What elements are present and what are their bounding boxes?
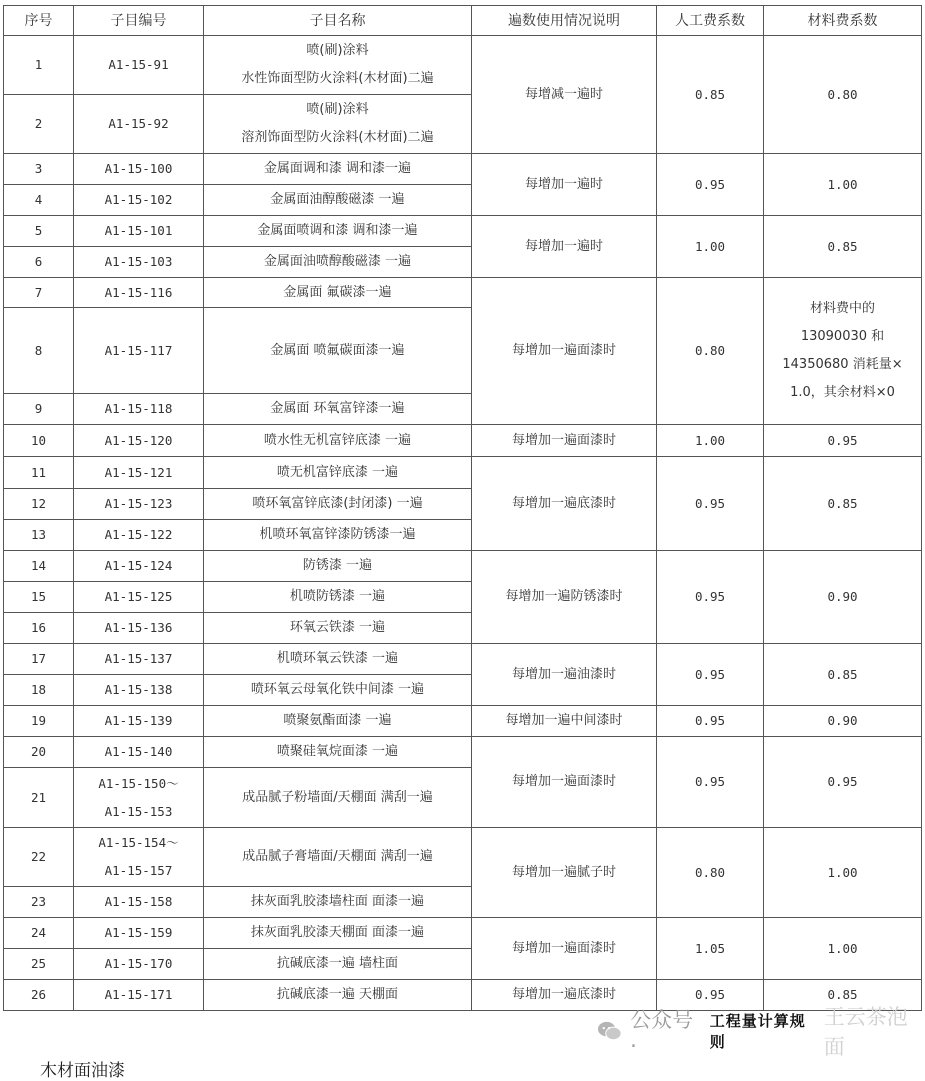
cell-seq: 1: [4, 36, 74, 95]
cell-seq: 13: [4, 520, 74, 551]
cell-name: [204, 828, 472, 887]
cell-code: [74, 394, 204, 425]
table-row: [4, 36, 922, 95]
cell-labor-coef: 0.95: [657, 154, 764, 216]
cell-usage: 每增加一遍中间漆时: [472, 706, 657, 737]
cell-name: [204, 394, 472, 425]
cell-name: [204, 216, 472, 247]
cell-code-line: A1-15-116: [104, 284, 173, 300]
cell-usage: 每增加一遍时: [472, 154, 657, 216]
table-row: [4, 737, 922, 768]
cell-seq: 5: [4, 216, 74, 247]
cell-seq: 18: [4, 675, 74, 706]
cell-code-line: A1-15-171: [104, 987, 173, 1002]
cell-material-coef: [764, 425, 922, 457]
cell-name: [204, 918, 472, 949]
cell-usage: 每增加一遍腻子时: [472, 828, 657, 918]
cell-labor-coef: 0.85: [657, 36, 764, 154]
cell-usage: 每增加一遍底漆时: [472, 980, 657, 1011]
cell-seq: 11: [4, 457, 74, 489]
cell-name: [204, 36, 472, 95]
cell-name-line: 金属面油喷醇酸磁漆 一遍: [263, 254, 412, 269]
cell-seq: 21: [4, 768, 74, 828]
cell-labor-coef: 1.00: [657, 216, 764, 278]
cell-name-line: 抗碱底漆一遍 天棚面: [276, 987, 399, 1002]
cell-name-line: 喷(刷)涂料: [306, 102, 369, 117]
cell-seq: 8: [4, 308, 74, 394]
cell-code: [74, 582, 204, 613]
cell-labor-coef: 0.95: [657, 737, 764, 828]
watermark-account: 工程量计算规则: [709, 1012, 806, 1051]
cell-code-line: A1-15-102: [104, 192, 173, 207]
cell-name: [204, 489, 472, 520]
cell-code-line: A1-15-159: [104, 925, 173, 940]
cell-code: [74, 887, 204, 918]
cell-code: [74, 918, 204, 949]
cell-code-line: A1-15-153: [104, 803, 173, 819]
cell-name-line: 金属面调和漆 调和漆一遍: [263, 161, 412, 176]
cell-name: [204, 980, 472, 1011]
cell-material-coef-line: 1.00: [827, 940, 858, 956]
cell-material-coef-line: 0.90: [827, 589, 858, 604]
cell-material-coef: [764, 828, 922, 918]
cell-code-line: A1-15-120: [104, 432, 173, 448]
cell-name: [204, 949, 472, 980]
cell-material-coef: [764, 918, 922, 980]
cell-code-line: A1-15-124: [104, 558, 173, 573]
cell-code: [74, 768, 204, 828]
section-heading-partial: 木材面油漆: [40, 1061, 125, 1081]
cell-code: [74, 185, 204, 216]
cell-usage: 每增加一遍面漆时: [472, 425, 657, 457]
cell-name-line: 喷环氧云母氧化铁中间漆 一遍: [250, 682, 425, 697]
cell-name-line: 水性饰面型防火涂料(木材面)二遍: [241, 71, 434, 86]
cell-code: [74, 247, 204, 278]
cell-code: [74, 457, 204, 489]
cell-code-line: A1-15-122: [104, 527, 173, 542]
cell-material-coef: [764, 644, 922, 706]
cell-name-line: 金属面油醇酸磁漆 一遍: [270, 192, 405, 207]
cell-material-coef: [764, 36, 922, 154]
cell-name: [204, 185, 472, 216]
cell-name: [204, 457, 472, 489]
coefficient-table: [3, 5, 922, 1011]
cell-name: [204, 551, 472, 582]
cell-material-coef: [764, 706, 922, 737]
header-row: [4, 6, 922, 36]
cell-material-coef-line: 1.00: [827, 176, 858, 192]
table-row: [4, 644, 922, 675]
cell-code-line: A1-15-121: [104, 464, 173, 480]
table-row: [4, 980, 922, 1011]
cell-code: [74, 95, 204, 154]
cell-material-coef-line: 0.95: [827, 774, 858, 789]
cell-name: [204, 613, 472, 644]
cell-name-line: 喷水性无机富锌底漆 一遍: [263, 432, 412, 448]
cell-name-line: 机喷环氧云铁漆 一遍: [276, 651, 399, 666]
cell-seq: 17: [4, 644, 74, 675]
cell-seq: 12: [4, 489, 74, 520]
cell-material-coef: [764, 216, 922, 278]
header-code: 子目编号: [74, 6, 204, 36]
watermark-prefix: 公众号 ·: [630, 1008, 694, 1058]
cell-material-coef-line: 材料费中的: [809, 301, 875, 316]
table-row: [4, 425, 922, 457]
cell-labor-coef: 1.05: [657, 918, 764, 980]
cell-seq: 20: [4, 737, 74, 768]
cell-name-line: 环氧云铁漆 一遍: [289, 620, 386, 635]
cell-material-coef-line: 0.85: [827, 987, 858, 1002]
table-row: [4, 918, 922, 949]
cell-labor-coef: 0.95: [657, 551, 764, 644]
cell-name-line: 溶剂饰面型防火涂料(木材面)二遍: [241, 130, 434, 145]
cell-usage: 每增加一遍面漆时: [472, 737, 657, 828]
cell-name-line: 金属面 喷氟碳面漆一遍: [270, 342, 405, 358]
cell-material-coef-line: 0.85: [827, 238, 858, 254]
cell-code: [74, 828, 204, 887]
cell-name-line: 喷聚氨酯面漆 一遍: [283, 713, 392, 728]
cell-code-line: A1-15-136: [104, 620, 173, 635]
cell-code: [74, 706, 204, 737]
cell-name-line: 机喷防锈漆 一遍: [289, 589, 386, 604]
cell-name: [204, 247, 472, 278]
cell-code-line: A1-15-137: [104, 651, 173, 666]
cell-usage: 每增加一遍面漆时: [472, 918, 657, 980]
cell-name: [204, 95, 472, 154]
cell-code-line: A1-15-125: [104, 589, 173, 604]
cell-code-line: A1-15-117: [104, 342, 173, 358]
cell-code-line: A1-15-92: [108, 116, 169, 131]
cell-name-line: 喷环氧富锌底漆(封闭漆) 一遍: [252, 496, 423, 511]
cell-material-coef-line: 0.85: [827, 495, 858, 511]
cell-name-line: 成品腻子膏墙面/天棚面 满刮一遍: [242, 849, 433, 864]
cell-labor-coef: 0.80: [657, 828, 764, 918]
cell-material-coef: [764, 154, 922, 216]
cell-labor-coef: 0.95: [657, 644, 764, 706]
header-labor: 人工费系数: [657, 6, 764, 36]
cell-name-line: 成品腻子粉墙面/天棚面 满刮一遍: [242, 789, 433, 805]
cell-seq: 24: [4, 918, 74, 949]
cell-usage: 每增加一遍油漆时: [472, 644, 657, 706]
cell-code: [74, 278, 204, 308]
cell-code-line: A1-15-139: [104, 713, 173, 728]
cell-code: [74, 489, 204, 520]
cell-usage: 每增加一遍时: [472, 216, 657, 278]
cell-name-line: 防锈漆 一遍: [302, 558, 373, 573]
cell-seq: 23: [4, 887, 74, 918]
cell-labor-coef: 0.95: [657, 706, 764, 737]
header-name: 子目名称: [204, 6, 472, 36]
cell-name-line: 喷无机富锌底漆 一遍: [276, 464, 399, 480]
cell-code: [74, 520, 204, 551]
cell-name: [204, 768, 472, 828]
wechat-icon: [597, 1020, 622, 1042]
cell-code: [74, 675, 204, 706]
cell-code: [74, 644, 204, 675]
header-seq: 序号: [4, 6, 74, 36]
cell-seq: 2: [4, 95, 74, 154]
cell-material-coef-line: 14350680 消耗量×: [782, 357, 903, 372]
cell-code: [74, 36, 204, 95]
cell-code: [74, 737, 204, 768]
cell-material-coef-line: 13090030 和: [800, 329, 885, 344]
cell-name-line: 抗碱底漆一遍 墙柱面: [276, 956, 399, 971]
cell-material-coef: [764, 737, 922, 828]
cell-seq: 6: [4, 247, 74, 278]
cell-labor-coef: 0.80: [657, 278, 764, 425]
cell-code: [74, 308, 204, 394]
table-row: [4, 457, 922, 489]
cell-name: [204, 308, 472, 394]
table-row: [4, 216, 922, 247]
cell-seq: 3: [4, 154, 74, 185]
cell-material-coef: [764, 278, 922, 425]
cell-usage: 每增加一遍底漆时: [472, 457, 657, 551]
cell-name: [204, 425, 472, 457]
cell-code: [74, 980, 204, 1011]
cell-code-line: A1-15-103: [104, 254, 173, 269]
cell-material-coef-line: 0.95: [827, 432, 858, 448]
cell-seq: 4: [4, 185, 74, 216]
cell-name-line: 金属面 环氧富锌漆一遍: [270, 401, 405, 416]
cell-code-line: A1-15-100: [104, 161, 173, 176]
cell-code: [74, 154, 204, 185]
cell-code: [74, 613, 204, 644]
watermark-faded: 王云茶泡面: [823, 1005, 908, 1059]
cell-code-line: A1-15-170: [104, 956, 173, 971]
cell-name: [204, 644, 472, 675]
cell-seq: 19: [4, 706, 74, 737]
cell-material-coef-line: 1.0，其余材料×0: [790, 385, 895, 400]
cell-name-line: 抹灰面乳胶漆墙柱面 面漆一遍: [250, 894, 425, 909]
cell-code-line: A1-15-123: [104, 496, 173, 511]
cell-usage: 每增减一遍时: [472, 36, 657, 154]
cell-name-line: 喷聚硅氧烷面漆 一遍: [276, 744, 399, 759]
cell-code-line: A1-15-118: [104, 401, 173, 416]
cell-name: [204, 887, 472, 918]
cell-code-line: A1-15-91: [108, 57, 169, 72]
table-row: [4, 154, 922, 185]
cell-name-line: 抹灰面乳胶漆天棚面 面漆一遍: [250, 925, 425, 940]
cell-material-coef: [764, 457, 922, 551]
cell-name-line: 喷(刷)涂料: [306, 43, 369, 58]
cell-material-coef: [764, 551, 922, 644]
cell-usage: 每增加一遍防锈漆时: [472, 551, 657, 644]
cell-code: [74, 216, 204, 247]
cell-material-coef-line: 0.80: [827, 86, 858, 102]
cell-labor-coef: 0.95: [657, 457, 764, 551]
cell-usage: 每增加一遍面漆时: [472, 278, 657, 425]
cell-seq: 16: [4, 613, 74, 644]
cell-seq: 7: [4, 278, 74, 308]
cell-name: [204, 154, 472, 185]
cell-code-line: A1-15-140: [104, 744, 173, 759]
watermark: [597, 1005, 925, 1059]
cell-code: [74, 425, 204, 457]
table-row: [4, 706, 922, 737]
cell-name: [204, 278, 472, 308]
cell-name: [204, 520, 472, 551]
cell-seq: 22: [4, 828, 74, 887]
cell-code: [74, 949, 204, 980]
header-usage: 遍数使用情况说明: [472, 6, 657, 36]
cell-labor-coef: 0.95: [657, 980, 764, 1011]
cell-material-coef-line: 1.00: [827, 864, 858, 880]
table-row: [4, 828, 922, 887]
cell-code: [74, 551, 204, 582]
cell-name-line: 金属面 氟碳漆一遍: [283, 284, 392, 300]
table-row: [4, 551, 922, 582]
cell-code-line: A1-15-154～: [98, 835, 179, 850]
cell-name-line: 机喷环氧富锌漆防锈漆一遍: [259, 527, 416, 542]
cell-name: [204, 706, 472, 737]
cell-seq: 26: [4, 980, 74, 1011]
cell-seq: 14: [4, 551, 74, 582]
cell-name: [204, 675, 472, 706]
cell-material-coef-line: 0.85: [827, 666, 858, 682]
header-material: 材料费系数: [764, 6, 922, 36]
cell-seq: 10: [4, 425, 74, 457]
cell-seq: 15: [4, 582, 74, 613]
cell-material-coef-line: 0.90: [827, 713, 858, 728]
cell-seq: 9: [4, 394, 74, 425]
cell-seq: 25: [4, 949, 74, 980]
table-row: [4, 278, 922, 308]
cell-name: [204, 737, 472, 768]
cell-name: [204, 582, 472, 613]
table-body: [4, 36, 922, 1011]
cell-code-line: A1-15-158: [104, 894, 173, 909]
cell-code-line: A1-15-157: [104, 863, 173, 878]
cell-code-line: A1-15-150～: [98, 775, 179, 791]
cell-name-line: 金属面喷调和漆 调和漆一遍: [257, 223, 418, 238]
cell-code-line: A1-15-138: [104, 682, 173, 697]
cell-labor-coef: 1.00: [657, 425, 764, 457]
cell-code-line: A1-15-101: [104, 223, 173, 238]
